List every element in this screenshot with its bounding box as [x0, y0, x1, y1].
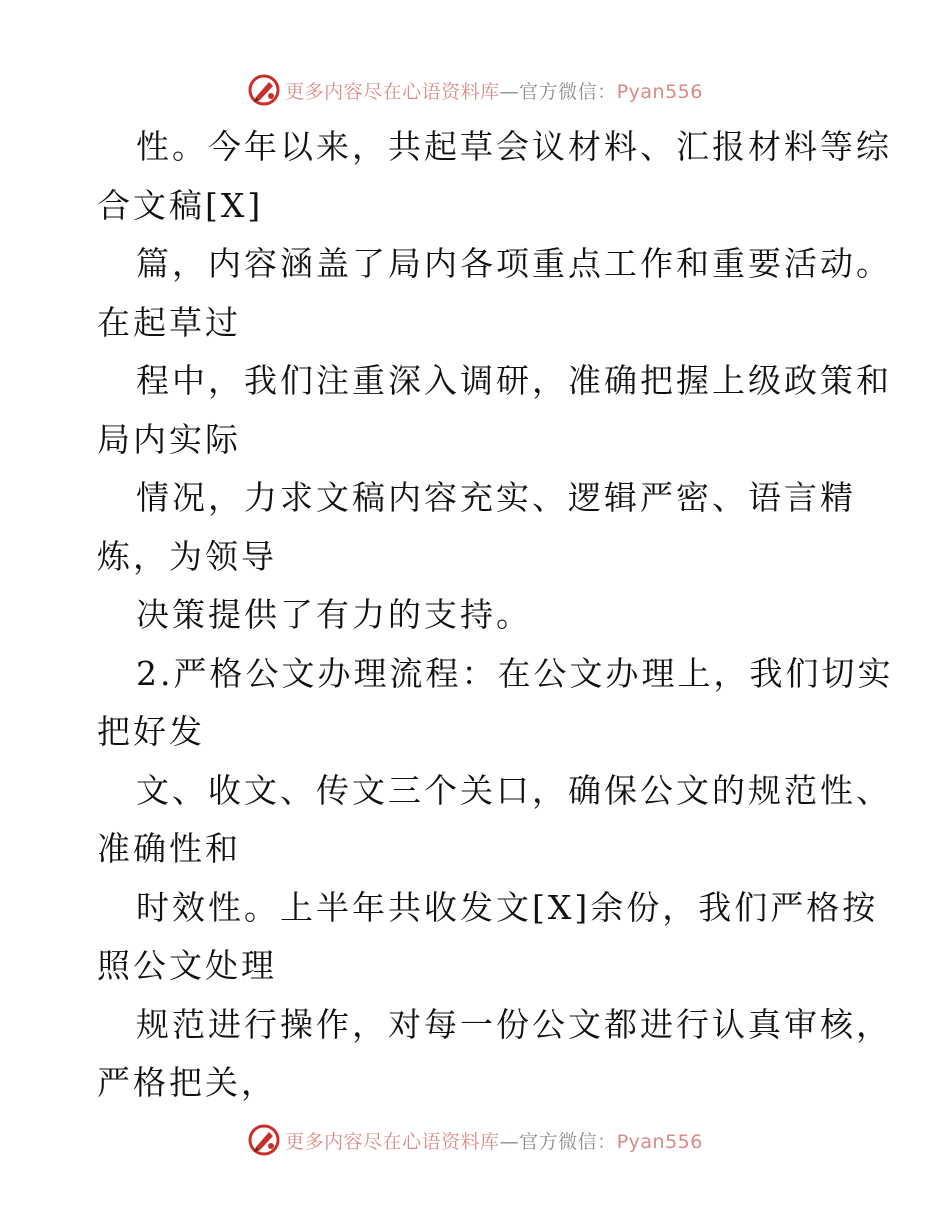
- footer-watermark-banner: [0, 1120, 950, 1160]
- text-line: 把好发: [97, 712, 205, 751]
- banner-text: [285, 77, 703, 104]
- banner-title: 更多内容尽在心语资料库: [285, 80, 500, 103]
- text-line: 程中，我们注重深入调研，准确把握上级政策和: [136, 361, 892, 400]
- banner-wechat-label: —官方微信：: [499, 1130, 617, 1153]
- text-line: 篇，内容涵盖了局内各项重点工作和重要活动。: [136, 244, 892, 283]
- banner-wechat-id: Pyan556: [616, 1130, 703, 1153]
- banner-wechat-label: —官方微信：: [499, 80, 617, 103]
- text-line: 决策提供了有力的支持。: [136, 595, 532, 634]
- document-body: [97, 118, 894, 1113]
- banner-text: [285, 1127, 703, 1154]
- banner-wechat-id: Pyan556: [616, 80, 703, 103]
- pen-logo-icon: [247, 73, 281, 107]
- banner-title: 更多内容尽在心语资料库: [285, 1130, 500, 1153]
- text-line: 文、收文、传文三个关口，确保公文的规范性、: [136, 770, 892, 810]
- text-line: 性。今年以来，共起草会议材料、汇报材料等综: [136, 127, 892, 166]
- text-line: 时效性。上半年共收发文[X]余份，我们严格按: [136, 887, 879, 927]
- header-watermark-banner: [0, 70, 950, 110]
- text-line: 准确性和: [97, 829, 241, 868]
- text-line: 炼，为领导: [97, 536, 277, 576]
- text-line: 在起草过: [97, 302, 241, 342]
- pen-logo-icon: [247, 1123, 281, 1157]
- text-line: 2.严格公文办理流程：在公文办理上，我们切实: [136, 653, 894, 693]
- text-line: 情况，力求文稿内容充实、逻辑严密、语言精: [136, 478, 856, 517]
- text-line: 照公文处理: [97, 946, 277, 985]
- text-line: 局内实际: [97, 419, 241, 459]
- text-line: 严格把关，: [97, 1063, 277, 1102]
- text-line: 规范进行操作，对每一份公文都进行认真审核，: [136, 1004, 892, 1044]
- text-line: 合文稿[X]: [97, 185, 264, 225]
